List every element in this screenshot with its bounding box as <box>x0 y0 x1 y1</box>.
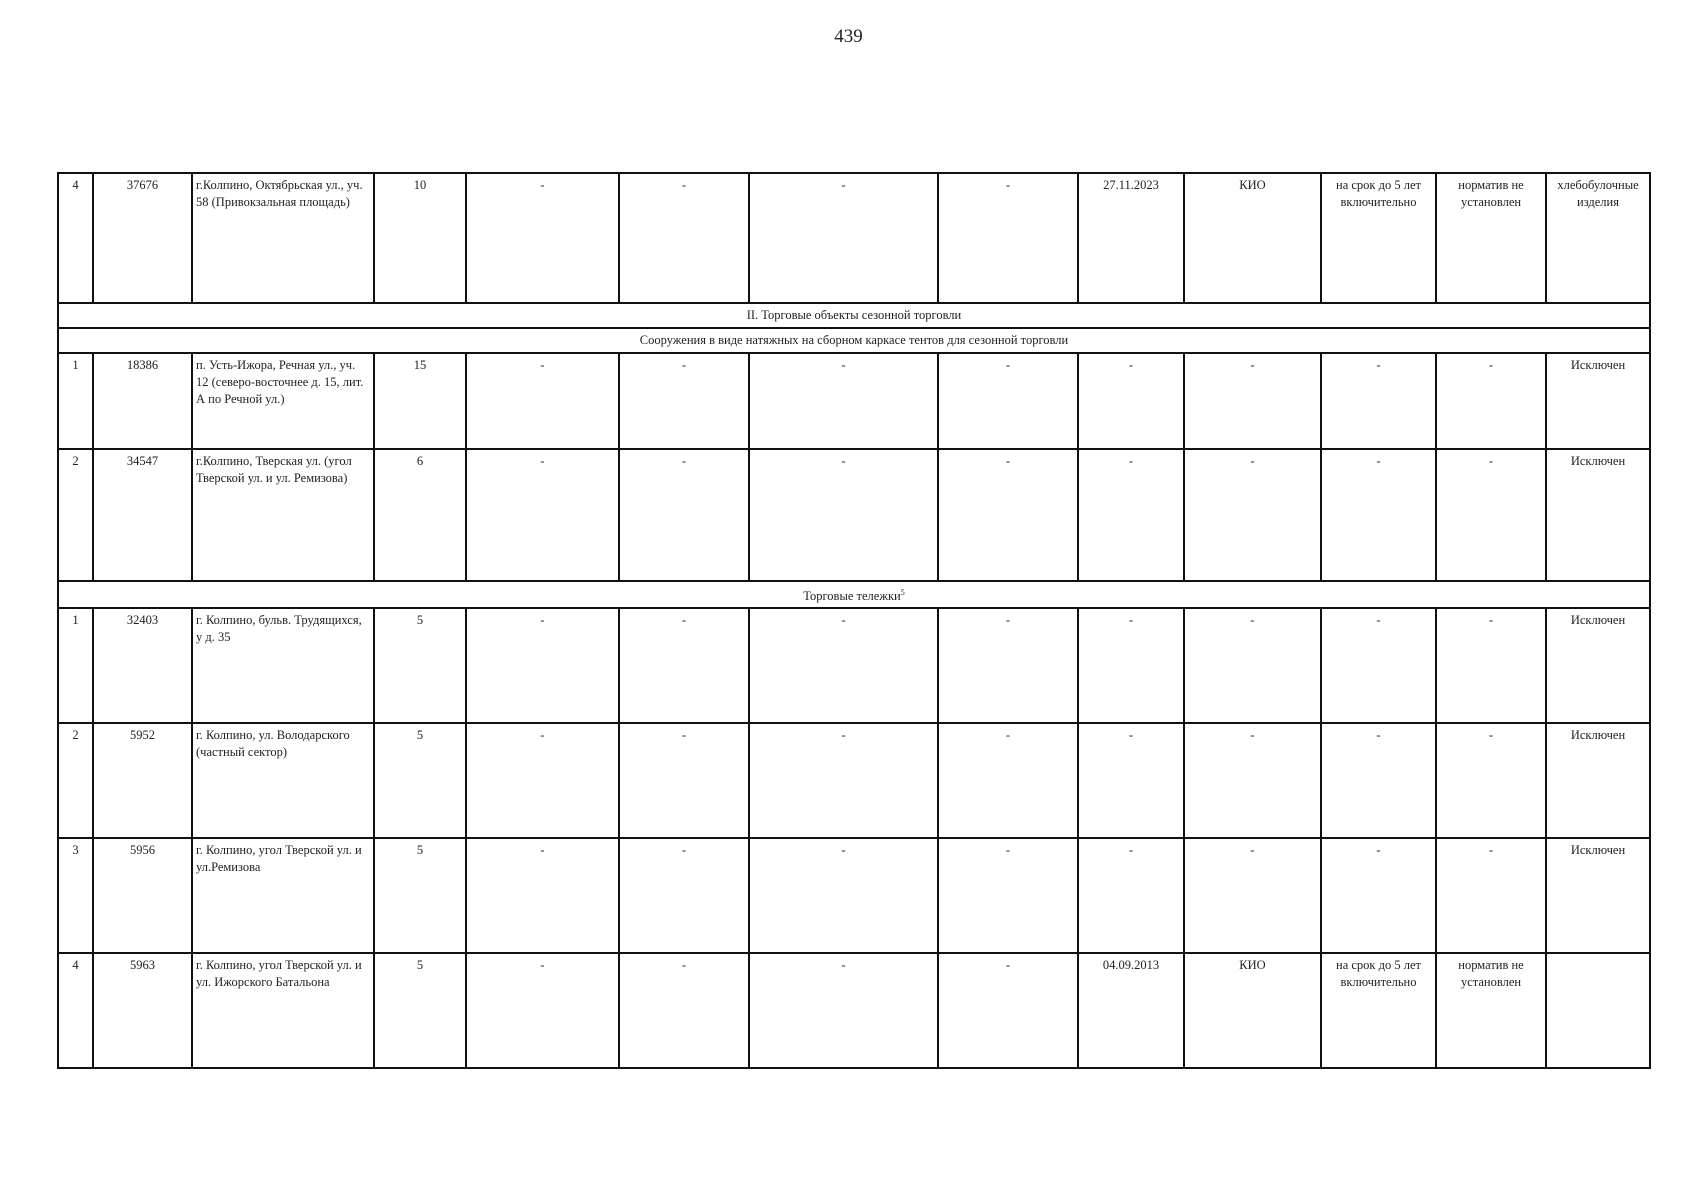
cell-n: 1 <box>58 353 93 449</box>
cell-norm: норматив не установлен <box>1436 953 1546 1068</box>
cell-c5: - <box>466 353 619 449</box>
cell-c7: - <box>749 608 938 723</box>
subsection-heading-tents: Сооружения в виде натяжных на сборном каркасе тентов для сезонной торговли <box>58 328 1650 353</box>
cell-term: - <box>1321 608 1436 723</box>
cell-spec: Исключен <box>1546 353 1650 449</box>
cell-org: КИО <box>1184 173 1321 303</box>
cell-term: - <box>1321 353 1436 449</box>
cell-c6: - <box>619 353 749 449</box>
table-body-carts <box>58 608 1650 1068</box>
cell-c8: - <box>938 449 1078 581</box>
cell-id: 5952 <box>93 723 192 838</box>
cell-n: 2 <box>58 449 93 581</box>
table-row <box>58 353 1650 449</box>
subsection-heading-carts <box>58 581 1650 608</box>
cell-spec: Исключен <box>1546 449 1650 581</box>
cell-spec <box>1546 953 1650 1068</box>
page-number: 439 <box>834 26 863 47</box>
table-row <box>58 953 1650 1068</box>
table-row <box>58 723 1650 838</box>
cell-area: 5 <box>374 838 466 953</box>
cell-c7: - <box>749 449 938 581</box>
cell-c6: - <box>619 608 749 723</box>
cell-org: - <box>1184 449 1321 581</box>
cell-c8: - <box>938 173 1078 303</box>
subsection-carts-label: Торговые тележки <box>803 589 901 604</box>
cell-org: - <box>1184 353 1321 449</box>
cell-spec: хлебобулочные изделия <box>1546 173 1650 303</box>
cell-date: 27.11.2023 <box>1078 173 1184 303</box>
table-body-top <box>58 173 1650 303</box>
cell-c7: - <box>749 953 938 1068</box>
cell-term: - <box>1321 723 1436 838</box>
cell-address: п. Усть-Ижора, Речная ул., уч. 12 (северо-восточнее д. 15, лит. А по Речной ул.) <box>192 353 374 449</box>
section-seasonal <box>58 303 1650 353</box>
cell-c8: - <box>938 723 1078 838</box>
cell-date: - <box>1078 723 1184 838</box>
cell-n: 3 <box>58 838 93 953</box>
cell-id: 37676 <box>93 173 192 303</box>
cell-date: - <box>1078 353 1184 449</box>
cell-date: - <box>1078 838 1184 953</box>
cell-norm: норматив не установлен <box>1436 173 1546 303</box>
cell-n: 4 <box>58 173 93 303</box>
cell-spec: Исключен <box>1546 838 1650 953</box>
cell-c5: - <box>466 723 619 838</box>
cell-c5: - <box>466 953 619 1068</box>
cell-address: г. Колпино, бульв. Трудящихся, у д. 35 <box>192 608 374 723</box>
cell-term: на срок до 5 лет включительно <box>1321 953 1436 1068</box>
cell-c6: - <box>619 953 749 1068</box>
table-body-tents <box>58 353 1650 581</box>
cell-n: 4 <box>58 953 93 1068</box>
cell-norm: - <box>1436 838 1546 953</box>
cell-c7: - <box>749 353 938 449</box>
cell-c6: - <box>619 723 749 838</box>
cell-address: г.Колпино, Тверская ул. (угол Тверской ул. и ул. Ремизова) <box>192 449 374 581</box>
cell-org: - <box>1184 723 1321 838</box>
table-row <box>58 608 1650 723</box>
cell-area: 10 <box>374 173 466 303</box>
cell-area: 5 <box>374 953 466 1068</box>
cell-c7: - <box>749 838 938 953</box>
cell-c8: - <box>938 838 1078 953</box>
cell-spec: Исключен <box>1546 723 1650 838</box>
cell-date: - <box>1078 608 1184 723</box>
cell-address: г. Колпино, ул. Володарского (частный сектор) <box>192 723 374 838</box>
cell-c6: - <box>619 173 749 303</box>
cell-term: - <box>1321 838 1436 953</box>
table-row <box>58 449 1650 581</box>
cell-norm: - <box>1436 449 1546 581</box>
cell-address: г.Колпино, Октябрьская ул., уч. 58 (Привокзальная площадь) <box>192 173 374 303</box>
cell-area: 15 <box>374 353 466 449</box>
cell-area: 5 <box>374 723 466 838</box>
cell-date: 04.09.2013 <box>1078 953 1184 1068</box>
cell-norm: - <box>1436 723 1546 838</box>
section-heading: II. Торговые объекты сезонной торговли <box>58 303 1650 328</box>
footnote-marker: 5 <box>900 588 905 597</box>
cell-id: 18386 <box>93 353 192 449</box>
cell-c8: - <box>938 608 1078 723</box>
cell-c8: - <box>938 953 1078 1068</box>
cell-id: 5956 <box>93 838 192 953</box>
cell-c5: - <box>466 173 619 303</box>
cell-c7: - <box>749 173 938 303</box>
cell-address: г. Колпино, угол Тверской ул. и ул.Ремизова <box>192 838 374 953</box>
cell-term: - <box>1321 449 1436 581</box>
cell-id: 5963 <box>93 953 192 1068</box>
table-row <box>58 838 1650 953</box>
cell-c5: - <box>466 449 619 581</box>
registry-table <box>57 172 1651 1069</box>
cell-c6: - <box>619 838 749 953</box>
cell-date: - <box>1078 449 1184 581</box>
cell-c6: - <box>619 449 749 581</box>
cell-area: 6 <box>374 449 466 581</box>
cell-c8: - <box>938 353 1078 449</box>
table-row <box>58 173 1650 303</box>
cell-id: 32403 <box>93 608 192 723</box>
cell-norm: - <box>1436 353 1546 449</box>
cell-address: г. Колпино, угол Тверской ул. и ул. Ижорского Батальона <box>192 953 374 1068</box>
cell-norm: - <box>1436 608 1546 723</box>
cell-c7: - <box>749 723 938 838</box>
cell-n: 2 <box>58 723 93 838</box>
cell-org: - <box>1184 838 1321 953</box>
cell-term: на срок до 5 лет включительно <box>1321 173 1436 303</box>
cell-c5: - <box>466 608 619 723</box>
cell-c5: - <box>466 838 619 953</box>
cell-org: КИО <box>1184 953 1321 1068</box>
cell-n: 1 <box>58 608 93 723</box>
section-carts <box>58 581 1650 608</box>
cell-spec: Исключен <box>1546 608 1650 723</box>
cell-org: - <box>1184 608 1321 723</box>
cell-area: 5 <box>374 608 466 723</box>
cell-id: 34547 <box>93 449 192 581</box>
